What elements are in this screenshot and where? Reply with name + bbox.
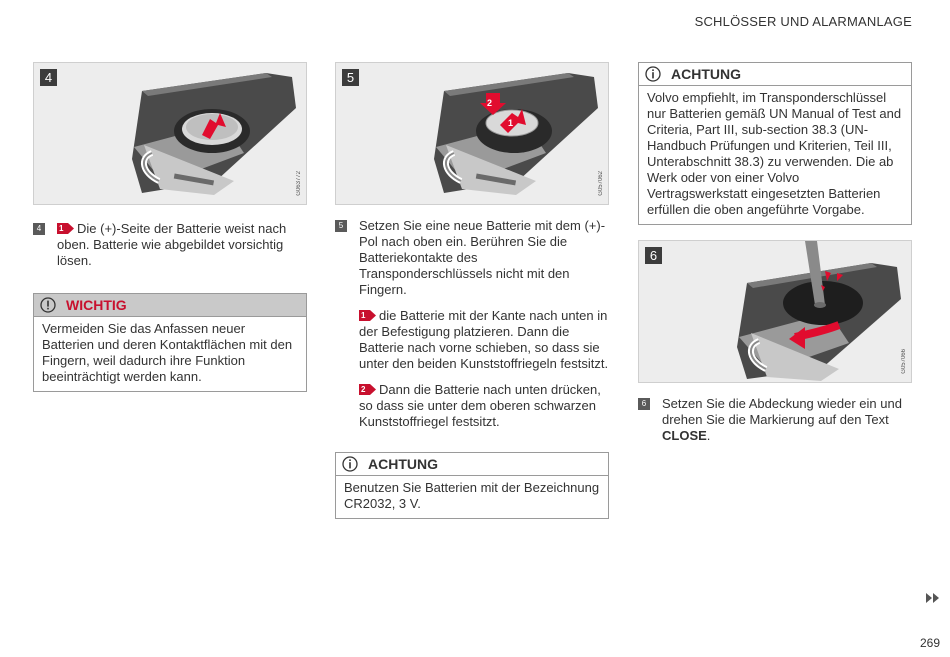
substep-2 <box>335 382 609 430</box>
substep-text: Dann die Batterie nach unten drücken, so dass sie unter dem oberen schwarzen Kunststoffriegel festsitzt. <box>359 382 601 429</box>
step-5 <box>335 218 609 298</box>
column-2 <box>335 62 609 519</box>
svg-text:1: 1 <box>508 118 514 128</box>
step-number: 6 <box>638 398 650 410</box>
notice-achtung <box>638 62 912 225</box>
key-fob-close-cover-illustration <box>639 241 912 383</box>
notice-title: WICHTIG <box>66 297 127 313</box>
notice-body: Benutzen Sie Batterien mit der Bezeichnung CR2032, 3 V. <box>344 480 600 511</box>
notice-achtung <box>335 452 609 519</box>
step-number: 4 <box>33 223 45 235</box>
step-number: 5 <box>335 220 347 232</box>
next-page-icon[interactable] <box>926 590 940 608</box>
page-number: 269 <box>919 636 940 650</box>
notice-body: Volvo empfiehlt, im Transponderschlüssel nur Batterien gemäß UN Manual of Test and Criteria, Part III, sub-section 38.3 (UN-Handbuch Prüfungen und Kriterien, Teil III, Unterabschnitt 38.3) zu verwenden. Die ab Werk oder von einer Volvo Vertragswerkstatt eingesetzten Batterien erfüllen die oben angeführte Vorgabe. <box>647 90 902 217</box>
step-6 <box>638 396 912 444</box>
substep-text: die Batterie mit der Kante nach unten in der Befestigung platzieren. Dann die Batterie nach vorne schieben, so dass sie unter den beiden Kunststoffriegeln festsitzt. <box>359 308 609 371</box>
red-arrow-badge-icon: 1 <box>359 310 376 321</box>
substep-1 <box>335 308 609 372</box>
warning-circle-icon <box>40 297 56 313</box>
notice-wichtig <box>33 293 307 392</box>
section-header: SCHLÖSSER UND ALARMANLAGE <box>694 14 912 29</box>
close-label: CLOSE <box>662 428 707 443</box>
column-3 <box>638 62 912 444</box>
svg-text:2: 2 <box>487 98 493 108</box>
step-text: Setzen Sie eine neue Batterie mit dem (+)-Pol nach oben ein. Berühren Sie die Batteriekontakte des Transponderschlüssels nicht mit den Fingern. <box>359 218 606 297</box>
info-circle-icon <box>342 456 358 472</box>
step-text: Die (+)-Seite der Batterie weist nach oben. Batterie wie abgebildet vorsichtig lösen. <box>57 221 287 268</box>
figure-code: G057066 <box>901 349 907 374</box>
red-arrow-badge-icon: 2 <box>359 384 376 395</box>
red-arrow-badge-icon: 1 <box>57 223 74 234</box>
notice-header <box>336 453 608 476</box>
figure-code: G057062 <box>598 171 604 196</box>
notice-header <box>34 294 306 317</box>
notice-title: ACHTUNG <box>671 66 741 82</box>
info-circle-icon <box>645 66 661 82</box>
figure-number: 4 <box>40 69 57 86</box>
key-fob-battery-insert-illustration <box>336 63 609 205</box>
notice-header <box>639 63 911 86</box>
notice-title: ACHTUNG <box>368 456 438 472</box>
figure-number: 5 <box>342 69 359 86</box>
step-text: Setzen Sie die Abdeckung wieder ein und drehen Sie die Markierung auf den Text <box>662 396 902 427</box>
figure-number: 6 <box>645 247 662 264</box>
step-text-end: . <box>706 428 711 443</box>
notice-body: Vermeiden Sie das Anfassen neuer Batterien und deren Kontaktflächen mit den Fingern, weil dadurch ihre Funktion beeinträchtigt werden kann. <box>42 321 293 384</box>
step-4 <box>33 221 307 269</box>
figure-code: G063772 <box>296 171 302 196</box>
column-1 <box>33 62 307 392</box>
figure-4 <box>33 62 307 205</box>
figure-6 <box>638 240 912 383</box>
key-fob-open-illustration <box>34 63 307 205</box>
figure-5 <box>335 62 609 205</box>
